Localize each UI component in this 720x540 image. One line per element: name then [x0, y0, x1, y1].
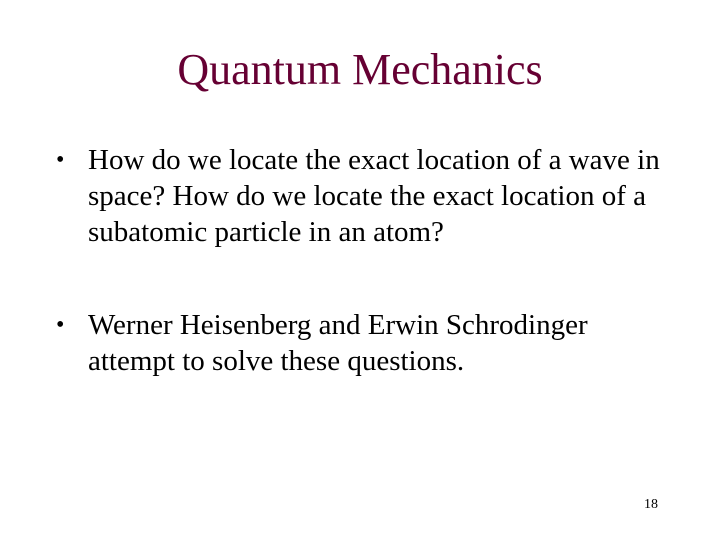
bullet-text: How do we locate the exact location of a wave in space? How do we locate the exact location of a subatomic particle in an atom? — [88, 144, 660, 248]
page-number: 18 — [644, 497, 658, 512]
bullet-item — [56, 142, 676, 250]
bullet-item — [56, 307, 676, 379]
bullet-list — [56, 142, 676, 379]
bullet-marker-icon: • — [56, 312, 65, 338]
bullet-text: Werner Heisenberg and Erwin Schrodinger attempt to solve these questions. — [88, 309, 588, 377]
bullet-marker-icon: • — [56, 147, 65, 173]
slide-title: Quantum Mechanics — [177, 45, 543, 94]
